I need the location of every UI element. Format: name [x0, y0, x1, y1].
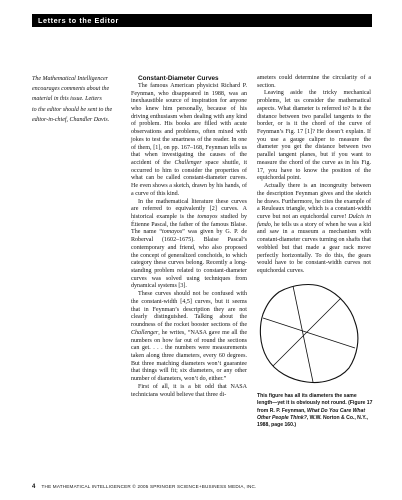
figure-caption: This figure has all its diameters the same length—yet it is obviously not round. (Figure 17 from R. P. Feynman, What Do You Care What Other People Think?, W.W. Norton & Co., N.Y., 1988, page 160.): [257, 393, 373, 429]
article-column-2: [257, 75, 371, 276]
paragraph: Actually there is an incongruity between the description Feynman gives and the sketch he draws. Furthermore, he cites the example of a Reuleaux triangle, which is a constant-width curve but not an equichordal curve! Dulcis in fundo, he tells us a story of when he was a kid and saw in a museum a mechanism with constant-diameter curves turning on shafts that wobbled but that made a gear rack move perfectly horizontally. To do this, the gears would have to be constant-width curves not equichordal curves.: [257, 183, 371, 274]
page-number: 4: [32, 484, 36, 490]
paragraph: In the mathematical literature these curves are referred to equivalently [2] curves. A historical example is the tomayos studied by Étienne Pascal, the father of the famous Blaise. The name “tomayos” was given by G. P. de Roberval (1602–1675). Blaise Pascal’s contemporary and friend, who also proposed the concept of generalized conchoids, to which category these curves belong. Recently a long-standing problem related to constant-diameter curves was solved using techniques from dynamical systems [3].: [131, 198, 248, 290]
editorial-note-line: The Mathematical Intelligencer: [32, 76, 108, 82]
page-footer: [32, 483, 372, 491]
editorial-note-line: material in this issue. Letters: [32, 96, 102, 103]
constant-diameter-curve-figure: [255, 278, 365, 388]
paragraph: Leaving aside the tricky mechanical problems, let us consider the mathematical aspects. What diameter is referred to? Is it the distance between two parallel tangents to the border, or is it the chord of the curve of Feynman’s Fig. 17 [1]? He doesn’t explain. If you use a gauge caliper to measure the diameter you get the distance between two parallel tangent planes, but if you want to measure the chord of the curve as in his Fig. 17, you have to know the position of the equichordal point.: [257, 90, 371, 182]
footer-text: THE MATHEMATICAL INTELLIGENCER © 2005 SPRINGER SCIENCE+BUSINESS MEDIA, INC.: [41, 484, 257, 489]
editorial-note: [32, 74, 128, 125]
paragraph: The famous American physicist Richard P. Feynman, who disappeared in 1988, was an inexhaustible source of inspiration for anyone who knew him personally, because of his driving enthusiasm when dealing with any kind of problem. His books are filled with acute observations and problems, often mixed with jokes to test the smartness of the reader. In one of them, [1], on pp. 167–168, Feynman tells us that when investigating the causes of the accident of the Challenger space shuttle, it occurred to him to consider the properties of what can be called constant-diameter curves. He even shows a sketch, drawn by his hands, of a curve of this kind.: [131, 82, 247, 197]
paragraph: These curves should not be confused with the constant-width [4,5] curves, but it seems that in Feynman’s description they are not clearly distinguished. Talking about the roundness of the rocket booster sections of the Challenger, he writes, “NASA gave me all the numbers on how far out of round the sections can get. . . . the numbers were measurements taken along three diameters, every 60 degrees. But three matching diameters won’t guarantee that things will fit; six diameters, or any other number of diameters, won’t do, either.”: [131, 291, 247, 383]
curve-outline: [260, 285, 358, 383]
editorial-note-line: encourages comments about the: [32, 86, 110, 93]
article-title: Constant-Diameter Curves: [138, 75, 219, 82]
section-header-bar: [32, 14, 372, 27]
editorial-note-line: editor-in-chief, Chandler Davis.: [32, 116, 110, 123]
paragraph: First of all, it is a bit odd that NASA technicians would believe that three di-: [131, 383, 247, 398]
chord-lines: [263, 286, 355, 382]
editorial-note-line: to the editor should be sent to the: [32, 106, 113, 113]
section-title: Letters to the Editor: [38, 16, 119, 25]
article-column-1: [131, 75, 247, 399]
paragraph: ameters could determine the circularity of a section.: [257, 75, 371, 89]
